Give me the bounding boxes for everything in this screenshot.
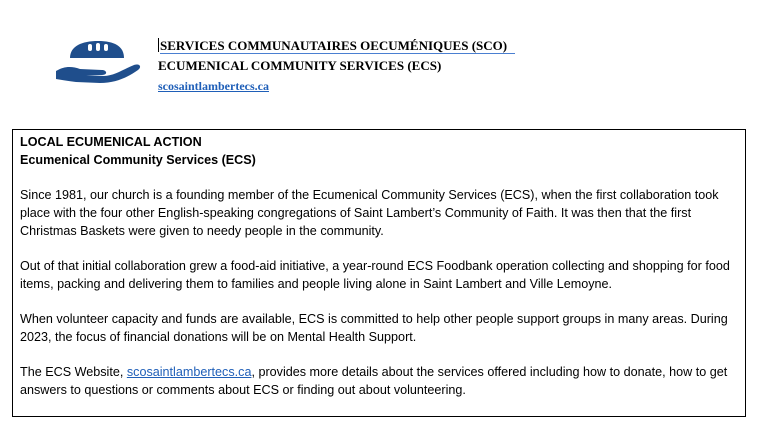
header-line-french — [158, 36, 515, 56]
website-link[interactable]: scosaintlambertecs.ca — [126, 365, 252, 379]
website-text-suffix: , provides more details about the services offered including how to donate, how to get answers to questions or comments about ECS or finding out about volunteering. — [20, 365, 728, 397]
paragraph-foodbank: Out of that initial collaboration grew a food-aid initiative, a year-round ECS Foodbank operation collecting and shopping for food items, packing and delivering them to families and people living alone in Saint Lambert and Ville Lemoyne. — [20, 259, 730, 291]
header-website-link[interactable]: scosaintlambertecs.ca — [158, 79, 269, 93]
paragraph-history: Since 1981, our church is a founding member of the Ecumenical Community Services (ECS), when the first collaboration took place with the four other English-speaking congregations of Saint Lambert’s Community of Faith. It was then that the first Christmas Baskets were given to needy people in the community. — [20, 188, 719, 238]
text-caret — [158, 38, 159, 52]
paragraph-website — [20, 363, 738, 399]
section-subheading: Ecumenical Community Services (ECS) — [20, 153, 256, 167]
organization-header — [158, 36, 515, 96]
header-title-fr: SERVICES COMMUNAUTAIRES OECUMÉNIQUES (SCO) — [160, 38, 515, 54]
bread-in-hand-icon — [54, 38, 144, 84]
website-text-prefix: The ECS Website, — [20, 365, 127, 379]
section-heading: LOCAL ECUMENICAL ACTION — [20, 135, 202, 149]
content-box — [12, 129, 746, 417]
paragraph-focus: When volunteer capacity and funds are available, ECS is committed to help other people support groups in many areas. During 2023, the focus of financial donations will be on Mental Health Support. — [20, 312, 728, 344]
header-title-en: ECUMENICAL COMMUNITY SERVICES (ECS) — [158, 58, 442, 73]
